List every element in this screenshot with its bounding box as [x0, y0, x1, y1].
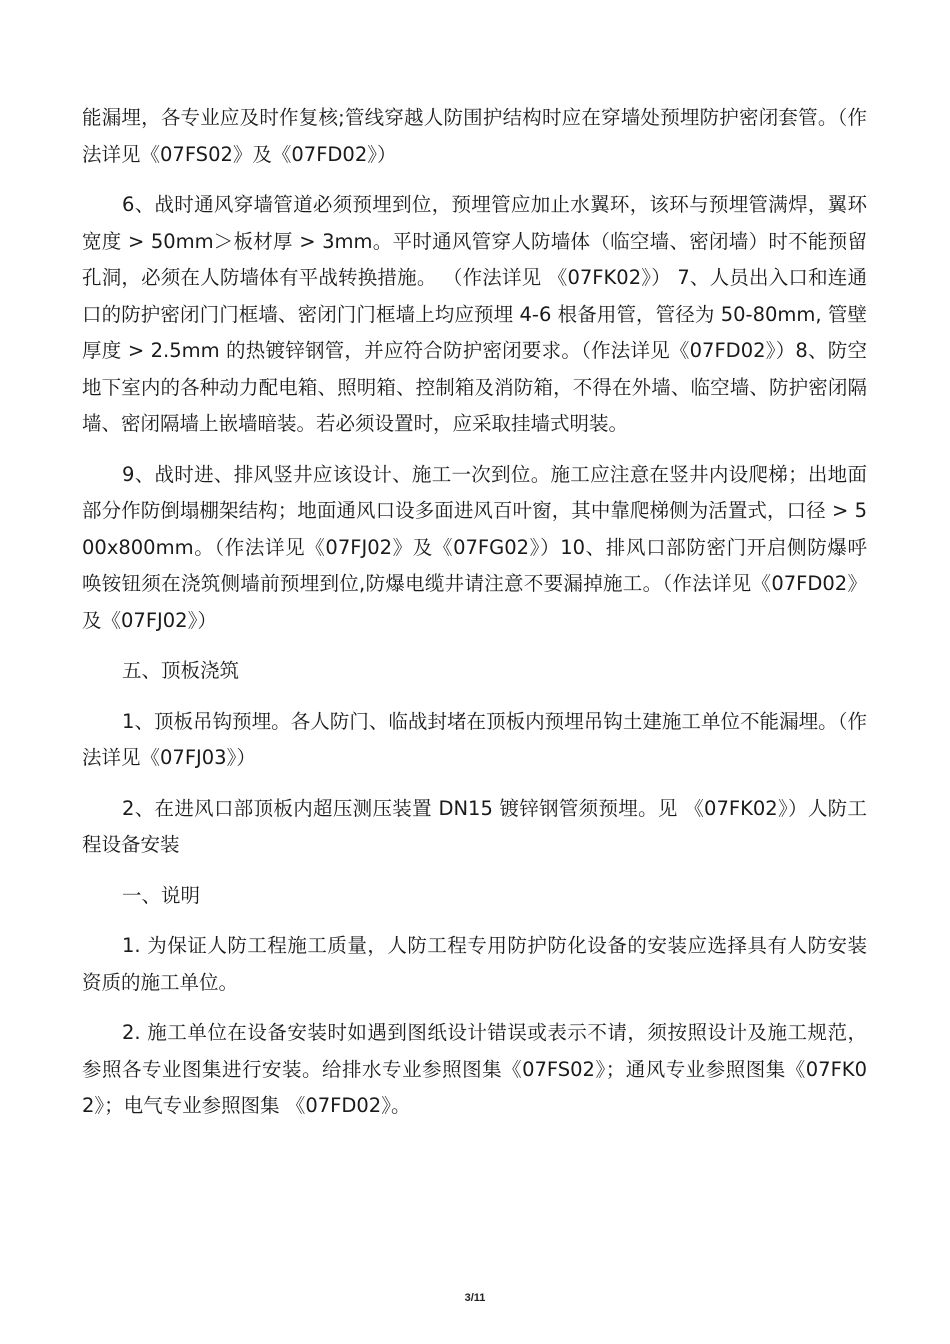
- section-heading-roof-slab: 五、顶板浇筑: [122, 659, 240, 682]
- section-heading-description: 一、说明: [122, 883, 201, 907]
- paragraph-description-1: 1. 为保证人防工程施工质量，人防工程专用防护防化设备的安装应选择具有人防安装资质的施工单位。: [82, 934, 867, 994]
- paragraph-item-6: 6、战时通风穿墙管道必须预埋到位，预埋管应加止水翼环，该环与预埋管满焊，翼环宽度 > 50mm＞板材厚 > 3mm。平时通风管穿人防墙体（临空墙、密闭墙）时不能预留孔洞，必须在人防墙体有平战转换措施。 （作法详见 《07FK02》） 7、人员出入口和连通口的防护密闭门门框墙、密闭门门框墙上均应预埋 4-6 根备用管，管径为 50-80mm, 管壁厚度 > 2.5mm 的热镀锌钢管，并应符合防护密闭要求。（作法详见《07FD02》）8、防空地下室内的各种动力配电箱、照明箱、控制箱及消防箱，不得在外墙、临空墙、防护密闭隔墙、密闭隔墙上嵌墙暗装。若必须设置时，应采取挂墙式明装。: [82, 193, 867, 435]
- paragraph-roof-2: 2、在进风口部顶板内超压测压装置 DN15 镀锌钢管须预埋。见 《07FK02》）人防工程设备安装: [82, 796, 867, 856]
- paragraph-item-9: 9、战时进、排风竖井应该设计、施工一次到位。施工应注意在竖井内设爬梯；出地面部分作防倒塌棚架结构；地面通风口设多面进风百叶窗，其中靠爬梯侧为活置式，口径 > 500x800mm。（作法详见《07FJ02》及《07FG02》）10、排风口部防密门开启侧防爆呼唤铵钮须在浇筑侧墙前预埋到位,防爆电缆井请注意不要漏掉施工。（作法详见《07FD02》及《07FJ02》）: [82, 462, 867, 632]
- paragraph-roof-1: 1、顶板吊钩预埋。各人防门、临战封堵在顶板内预埋吊钩土建施工单位不能漏埋。（作法详见《07FJ03》）: [82, 709, 867, 769]
- paragraph-continued: 能漏埋，各专业应及时作复核;管线穿越人防围护结构时应在穿墙处预埋防护密闭套管。（作法详见《07FS02》及《07FD02》）: [82, 106, 867, 166]
- document-body: [82, 100, 867, 1139]
- paragraph-description-2: 2. 施工单位在设备安装时如遇到图纸设计错误或表示不请，须按照设计及施工规范，参照各专业图集进行安装。给排水专业参照图集《07FS02》；通风专业参照图集《07FK02》；电气专业参照图集 《07FD02》。: [82, 1021, 867, 1117]
- page-number: 3/11: [464, 1292, 486, 1304]
